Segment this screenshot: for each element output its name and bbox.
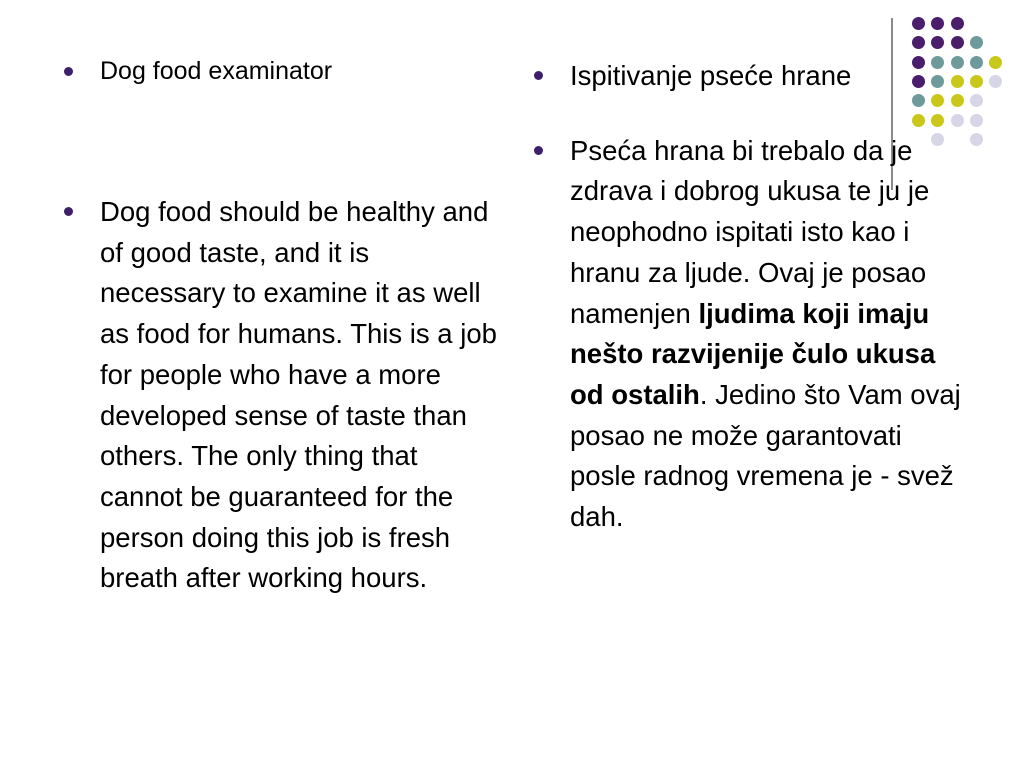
bullet-icon xyxy=(64,67,73,76)
bullet-icon xyxy=(534,146,543,155)
decorative-dot xyxy=(912,17,925,30)
decorative-dot xyxy=(951,36,964,49)
decorative-dot xyxy=(931,36,944,49)
bullet-icon xyxy=(534,71,543,80)
decorative-dot xyxy=(970,75,983,88)
decorative-dot xyxy=(989,56,1002,69)
decorative-dot xyxy=(970,114,983,127)
right-body-bold: ljudima koji imaju nešto razvijenije čulo ukusa od ostalih xyxy=(570,297,936,410)
decorative-dot xyxy=(931,17,944,30)
left-body: Dog food should be healthy and of good taste, and it is necessary to examine it as well as food for humans. This is a job for people who have a more developed sense of taste than others. The only thing that cannot be guaranteed for the person doing this job is fresh breath after working hours. xyxy=(100,196,497,594)
left-title: Dog food examinator xyxy=(100,57,333,85)
right-body-text-1: Pseća hrana bi trebalo da je zdrava i dobrog ukusa te ju je neophodno ispitati isto kao i hranu za ljude. Ovaj je posao namenjen xyxy=(570,134,930,329)
left-bullet-list xyxy=(62,56,502,599)
right-bullet-list xyxy=(532,56,967,538)
decorative-dot xyxy=(970,36,983,49)
decorative-dot xyxy=(970,56,983,69)
right-title: Ispitivanje pseće hrane xyxy=(570,60,852,91)
right-column xyxy=(532,56,967,538)
list-item xyxy=(532,131,967,538)
decorative-dot xyxy=(912,36,925,49)
list-item xyxy=(532,56,967,97)
list-item xyxy=(62,192,502,599)
decorative-dot xyxy=(951,17,964,30)
decorative-dot xyxy=(970,94,983,107)
right-body xyxy=(570,135,961,532)
decorative-dot xyxy=(970,133,983,146)
decorative-dot xyxy=(989,75,1002,88)
list-item xyxy=(62,56,502,86)
right-body-text-2: . Jedino što Vam ovaj posao ne može garantovati posle radnog vremena je - svež dah. xyxy=(570,378,961,533)
bullet-icon xyxy=(64,207,73,216)
left-column xyxy=(62,56,502,599)
